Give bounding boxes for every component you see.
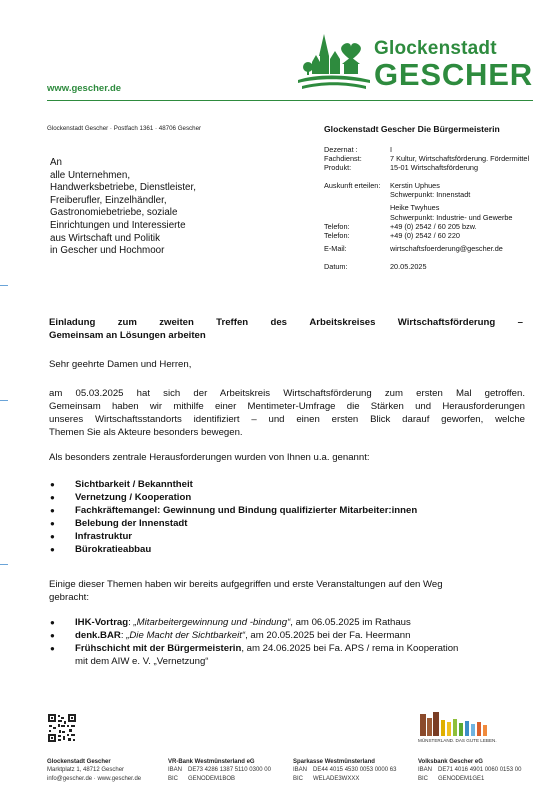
bullet-icon: ●	[50, 531, 55, 541]
contact2-name: Heike Twyhues	[390, 203, 440, 213]
contact1-name: Kerstin Uphues	[390, 181, 440, 191]
bank-bic: WELADE3WXXX	[313, 775, 360, 782]
subject-word: des	[270, 317, 288, 328]
event-details: , am 20.05.2025 bei der Fa. Heermann	[245, 629, 411, 641]
fachdienst-label: Fachdienst:	[324, 154, 362, 164]
muensterland-bars-icon	[418, 712, 538, 736]
recipient-line: aus Wirtschaft und Politik	[50, 232, 160, 244]
event-title: „Mitarbeitergewinnung und -bindung“	[133, 617, 291, 628]
event-name: Frühschicht mit der Bürgermeisterin	[75, 642, 242, 654]
event-item: ● IHK-Vortrag: „Mitarbeitergewinnung und -bindung“, am 06.05.2025 im Rathaus	[50, 617, 411, 628]
bullet-icon: ●	[50, 618, 55, 627]
recipient-line: Gastronomiebetriebe, soziale	[50, 207, 178, 219]
header-divider	[47, 100, 533, 101]
paragraph-line: gebracht:	[49, 591, 90, 603]
sender-line: Glockenstadt Gescher · Postfach 1361 · 48706 Gescher	[47, 125, 202, 132]
paragraph-line: Themen Sie als Akteure besonders bewegen.	[49, 426, 243, 438]
telefon2-value: +49 (0) 2542 / 60 220	[390, 230, 460, 240]
subject-word: zum	[117, 317, 137, 328]
muensterland-tagline: MÜNSTERLAND. DAS GUTE LEBEN.	[418, 738, 497, 743]
bullet-icon: ●	[50, 630, 55, 640]
footer-address-title: Glockenstadt Gescher	[47, 759, 111, 765]
event-details-line2: mit dem AIW e. V. „Vernetzung“	[75, 655, 209, 667]
events-intro	[49, 579, 525, 605]
fachdienst-value: 7 Kultur, Wirtschaftsförderung. Fördermittel	[390, 154, 530, 164]
event-title: „Die Macht der Sichtbarkeit“	[126, 629, 246, 641]
punch-mark	[0, 400, 8, 401]
telefon1-value: +49 (0) 2542 / 60 205 bzw.	[390, 221, 477, 231]
footer-address-line: info@gescher.de · www.gescher.de	[47, 775, 142, 782]
bullet-icon: ●	[50, 492, 55, 502]
contact2-focus: Schwerpunkt: Industrie- und Gewerbe	[390, 212, 513, 222]
dezernat-label: Dezernat :	[324, 145, 358, 154]
subject-word: Einladung	[49, 317, 96, 328]
subject-word: –	[517, 317, 523, 328]
bullet-icon: ●	[50, 643, 55, 653]
recipient-line: alle Unternehmen,	[50, 169, 131, 181]
footer-bank: Sparkasse Westmünsterland IBAN DE44 4015 4530 0053 0000 63 BIC WELADE3WXXX	[293, 759, 397, 782]
subject-word: Treffen	[216, 317, 249, 328]
bank-iban: DE71 4016 4901 0060 0153 00	[438, 767, 522, 774]
bank-name: VR-Bank Westmünsterland eG	[168, 759, 255, 765]
auskunft-label: Auskunft erteilen:	[324, 181, 381, 191]
list-item: ● Bürokratieabbau	[50, 543, 152, 555]
telefon-label: Telefon:	[324, 221, 350, 231]
qr-code-icon	[47, 713, 77, 743]
telefon-label: Telefon:	[324, 230, 350, 240]
recipient-line: in Gescher und Hochmoor	[50, 245, 165, 257]
email-value[interactable]: wirtschaftsfoerderung@gescher.de	[390, 243, 503, 253]
bank-iban: DE44 4015 4530 0053 0000 63	[313, 767, 397, 774]
info-block	[324, 145, 529, 271]
letter-subject	[49, 317, 523, 342]
subject-word: zweiten	[159, 317, 194, 328]
bank-name: Volksbank Gescher eG	[418, 759, 483, 765]
footer-address	[47, 758, 141, 783]
bank-bic: GENODEM1BOB	[188, 775, 236, 782]
paragraph-line: unseres Wirtschaftsstandorts identifiziert – und einen ersten Blick darauf geworfen, welche	[49, 413, 525, 425]
contact1-focus: Schwerpunkt: Innenstadt	[390, 190, 471, 200]
list-item: ● Fachkräftemangel: Gewinnung und Bindung qualifizierter Mitarbeiter:innen	[50, 504, 418, 516]
recipient-line: Freiberufler, Einzelhändler,	[50, 194, 167, 206]
subject-word: Arbeitskreises	[309, 317, 376, 328]
list-item: ● Infrastruktur	[50, 530, 133, 542]
bank-iban: DE73 4286 1387 5110 0300 00	[188, 767, 271, 774]
bullet-icon: ●	[50, 505, 55, 515]
salutation: Sehr geehrte Damen und Herren,	[49, 359, 192, 370]
email-label: E-Mail:	[324, 243, 347, 253]
muensterland-logo	[418, 712, 538, 748]
produkt-label: Produkt:	[324, 163, 352, 173]
recipient-line: Handwerksbetriebe, Dienstleister,	[50, 182, 196, 194]
footer-bank: Volksbank Gescher eG IBAN DE71 4016 4901 0060 0153 00 BIC GENODEM1GE1	[418, 759, 522, 782]
fold-mark	[0, 285, 8, 286]
produkt-value: 15-01 Wirtschaftsförderung	[390, 163, 479, 173]
bank-name: Sparkasse Westmünsterland	[293, 759, 375, 765]
bullet-icon: ●	[50, 518, 55, 528]
office-title: Glockenstadt Gescher Die Bürgermeisterin	[324, 124, 500, 134]
list-item: ● Vernetzung / Kooperation	[50, 491, 192, 503]
paragraph-line: am 05.03.2025 hat sich der Arbeitskreis Wirtschaftsförderung zum ersten Mal getroffen.	[49, 388, 525, 399]
recipient-address	[50, 157, 196, 258]
recipient-line: An	[50, 157, 62, 168]
event-name: denk.BAR	[75, 629, 121, 641]
city-logo	[296, 30, 536, 96]
paragraph-intro	[49, 388, 525, 440]
event-item: ● denk.BAR: „Die Macht der Sichtbarkeit“, am 20.05.2025 bei der Fa. Heermann	[50, 629, 411, 641]
list-item: ● Sichtbarkeit / Bekanntheit	[50, 479, 193, 490]
paragraph-line: Einige dieser Themen haben wir bereits aufgegriffen und erste Veranstaltungen auf den Weg	[49, 579, 443, 590]
event-details: , am 06.05.2025 im Rathaus	[290, 617, 411, 628]
datum-value: 20.05.2025	[390, 261, 427, 271]
bullet-icon: ●	[50, 544, 55, 554]
footer-address-line: Marktplatz 1, 48712 Gescher	[47, 767, 125, 774]
event-item	[49, 643, 458, 669]
bullet-icon: ●	[50, 480, 55, 489]
subject-line2: Gemeinsam an Lösungen arbeiten	[49, 329, 206, 341]
bank-bic: GENODEM1GE1	[438, 775, 485, 782]
dezernat-value: I	[390, 145, 393, 154]
website-link[interactable]: www.gescher.de	[47, 83, 122, 94]
event-name: IHK-Vortrag	[75, 617, 129, 628]
logo-line2: GESCHER	[374, 57, 533, 92]
event-details: , am 24.06.2025 bei Fa. APS / rema in Kooperation	[241, 642, 459, 654]
list-item: ● Belebung der Innenstadt	[50, 517, 188, 529]
church-skyline-icon	[296, 34, 374, 96]
logo-line1: Glockenstadt	[374, 38, 497, 59]
recipient-line: Einrichtungen und Interessierte	[50, 219, 186, 231]
events-list	[49, 617, 458, 669]
subject-word: Wirtschaftsförderung	[397, 317, 496, 328]
challenges-list	[49, 479, 417, 556]
paragraph-line: Gemeinsam haben wir mithilfe einer Mentimeter-Umfrage die Stärken und Herausforderungen	[49, 400, 525, 412]
fold-mark	[0, 564, 8, 565]
footer-bank: VR-Bank Westmünsterland eG IBAN DE73 4286 1387 5110 0300 00 BIC GENODEM1BOB	[168, 759, 271, 782]
datum-label: Datum:	[324, 261, 348, 271]
challenges-intro: Als besonders zentrale Herausforderungen wurden von Ihnen u.a. genannt:	[49, 452, 370, 463]
